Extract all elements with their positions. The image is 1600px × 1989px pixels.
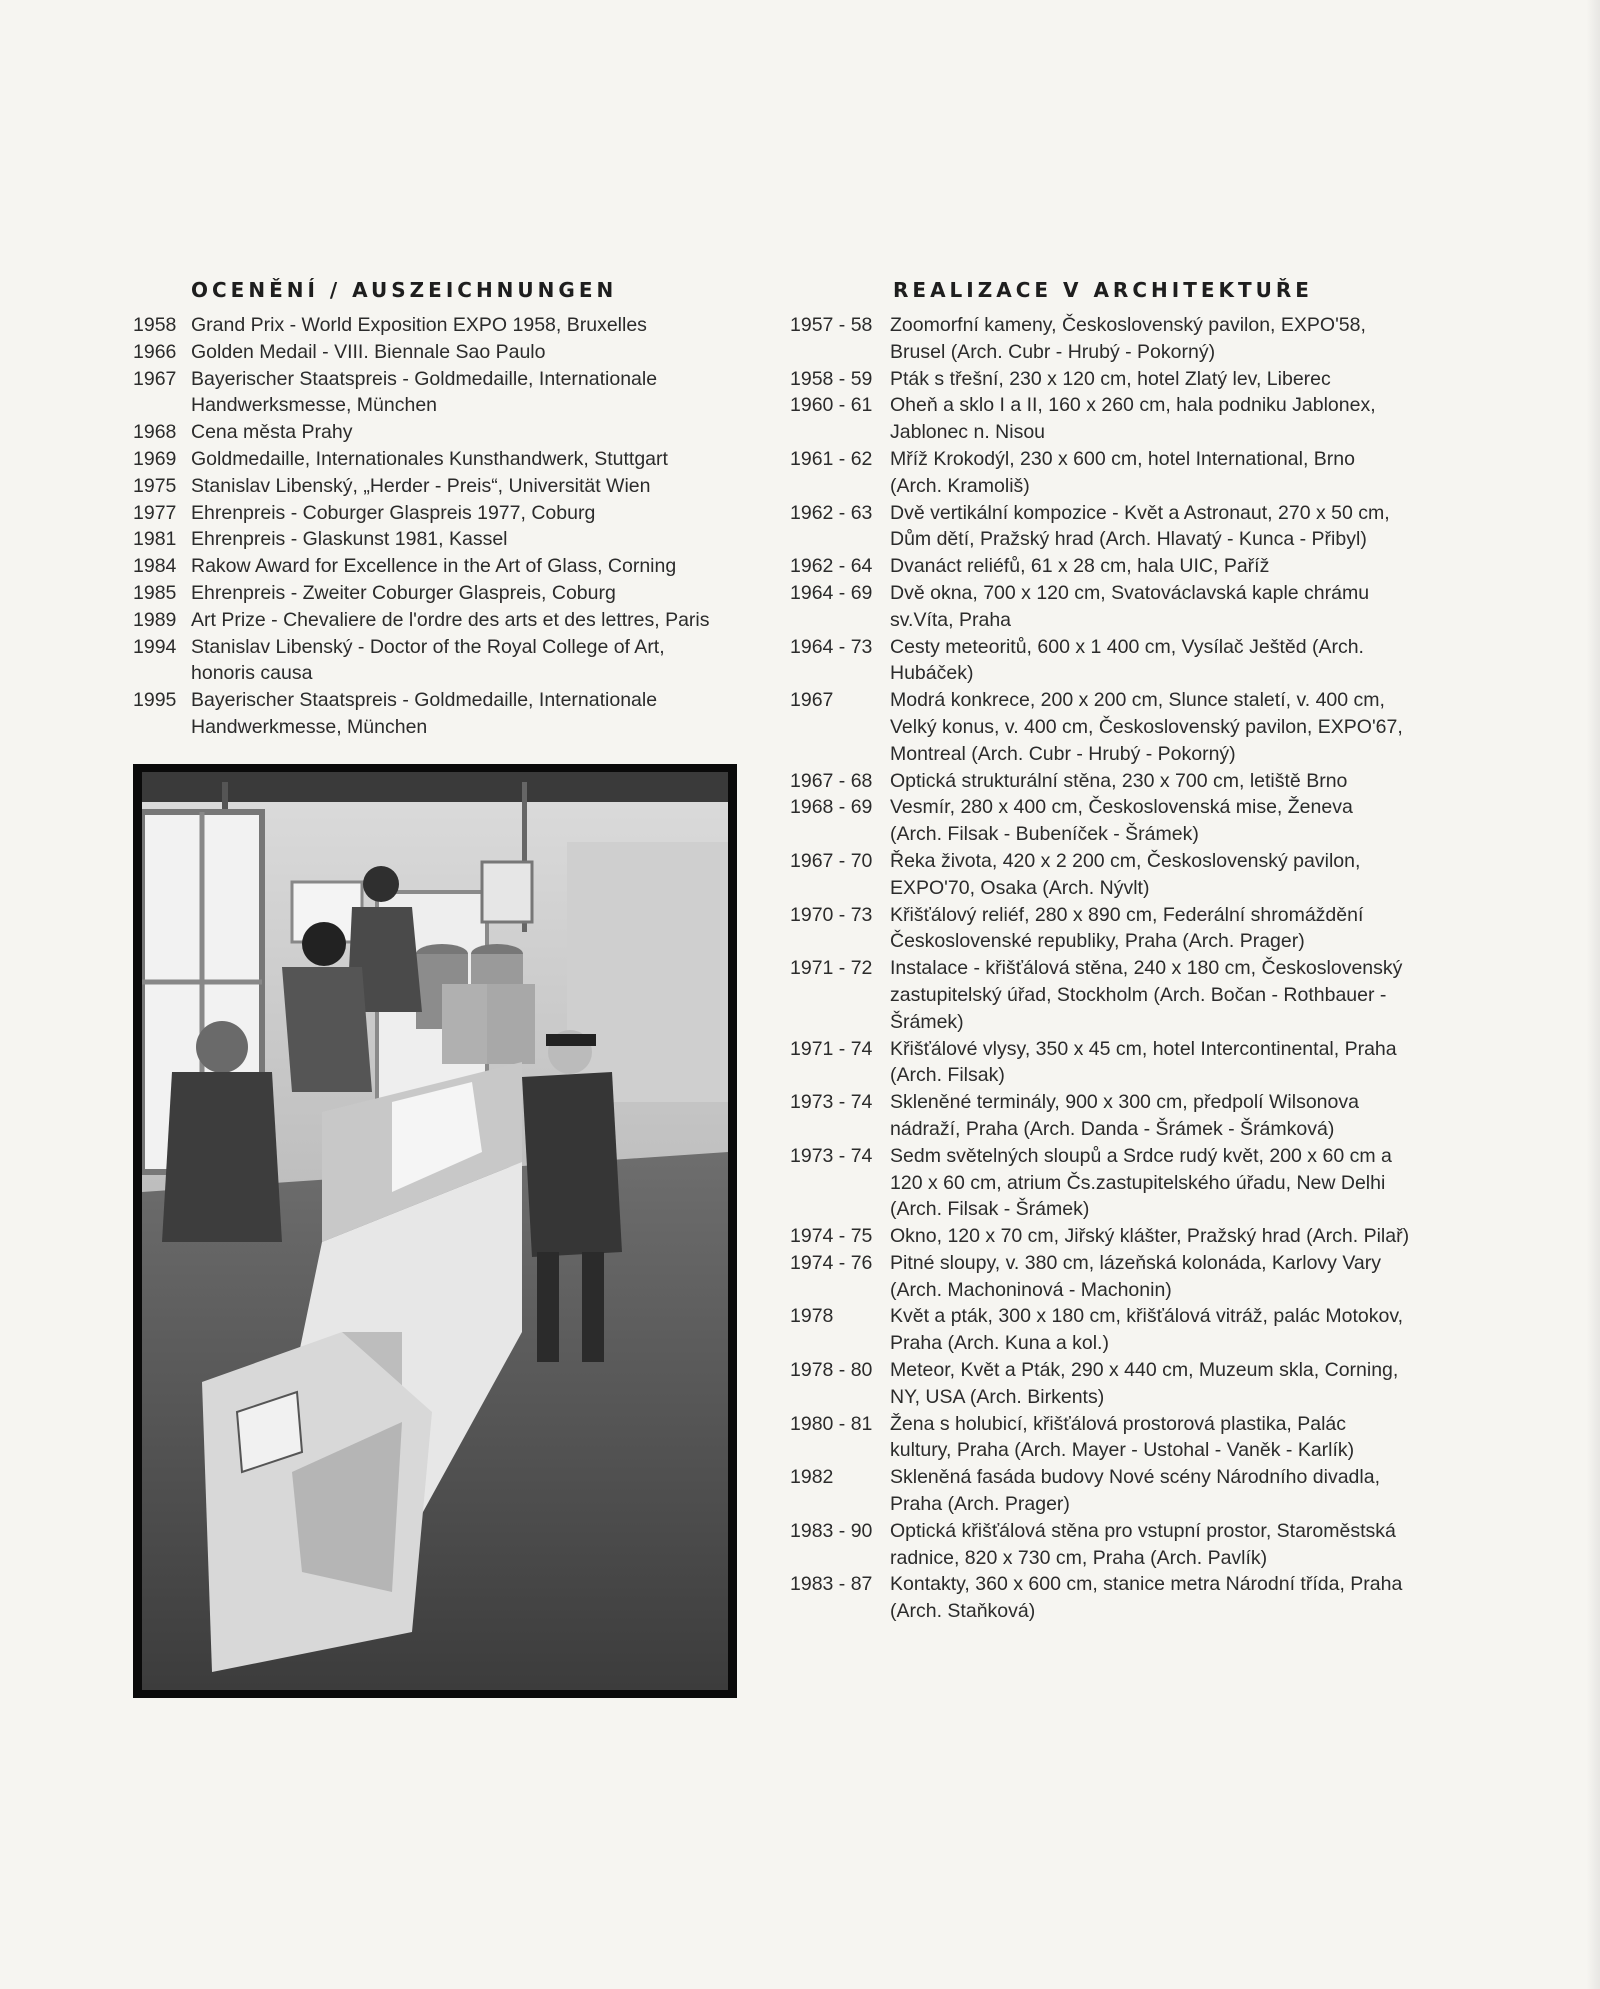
architecture-heading: REALIZACE V ARCHITEKTUŘE [893,278,1313,302]
realization-year: 1960 - 61 [790,394,873,417]
realization-entry [790,312,1410,366]
award-entry [133,553,733,580]
realization-text: Modrá konkrece, 200 x 200 cm, Slunce staletí, v. 400 cm, Velký konus, v. 400 cm, Československý pavilon, EXPO'67, Montreal (Arch. Cubr - Hrubý - Pokorný) [890,689,1403,765]
realization-text: Kontakty, 360 x 600 cm, stanice metra Národní třída, Praha (Arch. Staňková) [890,1573,1403,1623]
award-entry [133,687,733,741]
realization-year: 1967 - 70 [790,849,873,872]
realization-entry [790,902,1410,956]
award-entry [133,526,733,553]
realization-year: 1978 [790,1305,834,1328]
award-text: Ehrenpreis - Glaskunst 1981, Kassel [191,528,508,551]
realization-text: Optická křišťálová stěna pro vstupní prostor, Staroměstská radnice, 820 x 730 cm, Praha (Arch. Pavlík) [890,1519,1396,1569]
award-entry [133,580,733,607]
award-entry [133,446,733,473]
realization-entry [790,1357,1410,1411]
realization-text: Křišťálové vlysy, 350 x 45 cm, hotel Intercontinental, Praha (Arch. Filsak) [890,1037,1397,1087]
realization-text: Oheň a sklo I a II, 160 x 260 cm, hala podniku Jablonex, Jablonec n. Nisou [890,394,1376,444]
award-year: 1975 [133,474,177,497]
award-text: Bayerischer Staatspreis - Goldmedaille, Internationale Handwerkmesse, München [191,689,658,738]
realization-entry [790,553,1410,580]
realization-year: 1957 - 58 [790,314,873,336]
realization-entry [790,955,1410,1035]
realization-year: 1967 - 68 [790,769,873,792]
realization-entry [790,500,1410,554]
realization-year: 1973 - 74 [790,1144,873,1167]
realization-entry [790,768,1410,795]
award-year: 1969 [133,447,177,470]
award-year: 1967 [133,367,177,390]
award-year: 1977 [133,501,177,524]
realization-year: 1978 - 80 [790,1359,873,1382]
award-entry [133,473,733,500]
realization-text: Skleněná fasáda budovy Nové scény Národního divadla, Praha (Arch. Prager) [890,1466,1380,1516]
award-text: Cena města Prahy [191,421,353,444]
realization-text: Skleněné terminály, 900 x 300 cm, předpolí Wilsonova nádraží, Praha (Arch. Danda - Šrámek - Šrámková) [890,1091,1359,1140]
award-text: Bayerischer Staatspreis - Goldmedaille, Internationale Handwerksmesse, München [191,367,658,417]
award-entry [133,312,733,339]
award-entry [133,419,733,446]
award-entry [133,634,733,688]
realization-text: Květ a pták, 300 x 180 cm, křišťálová vitráž, palác Motokov, Praha (Arch. Kuna a kol.) [890,1305,1404,1355]
realization-entry [790,794,1410,848]
realization-year: 1962 - 64 [790,555,873,578]
architecture-list [790,312,1410,1625]
realization-entry [790,1143,1410,1223]
realization-year: 1974 - 76 [790,1251,873,1274]
realization-text: Žena s holubicí, křišťálová prostorová plastika, Palác kultury, Praha (Arch. Mayer - Ustohal - Vaněk - Karlík) [890,1412,1355,1462]
realization-entry [790,1518,1410,1572]
award-entry [133,500,733,527]
award-year: 1994 [133,635,177,658]
awards-heading: OCENĚNÍ / AUSZEICHNUNGEN [191,278,618,302]
realization-text: Instalace - křišťálová stěna, 240 x 180 cm, Československý zastupitelský úřad, Stockholm (Arch. Bočan - Rothbauer - Šrámek) [890,957,1403,1033]
realization-year: 1983 - 90 [790,1519,873,1542]
realization-entry [790,1303,1410,1357]
realization-year: 1983 - 87 [790,1573,873,1596]
realization-entry [790,634,1410,688]
realization-year: 1964 - 69 [790,581,873,604]
award-text: Goldmedaille, Internationales Kunsthandwerk, Stuttgart [191,447,668,470]
award-year: 1985 [133,581,177,604]
realization-year: 1961 - 62 [790,447,873,470]
realization-entry [790,1411,1410,1465]
realization-text: Dvanáct reliéfů, 61 x 28 cm, hala UIC, Paříž [890,555,1270,578]
awards-list [133,312,733,741]
realization-text: Meteor, Květ a Pták, 290 x 440 cm, Muzeum skla, Corning, NY, USA (Arch. Birkents) [890,1359,1399,1408]
award-text: Rakow Award for Excellence in the Art of Glass, Corning [191,555,677,578]
award-text: Art Prize - Chevaliere de l'ordre des arts et des lettres, Paris [191,608,710,631]
realization-entry [790,1223,1410,1250]
realization-text: Vesmír, 280 x 400 cm, Československá mise, Ženeva (Arch. Filsak - Bubeníček - Šrámek) [890,796,1353,846]
studio-photo-illustration [142,772,728,1690]
realization-year: 1980 - 81 [790,1412,873,1435]
realization-year: 1968 - 69 [790,796,873,819]
award-year: 1995 [133,689,177,712]
realization-entry [790,848,1410,902]
award-year: 1966 [133,340,177,363]
award-year: 1981 [133,528,177,551]
page-edge-shadow [1586,0,1600,1989]
realization-year: 1973 - 74 [790,1091,873,1114]
realization-year: 1967 [790,689,834,712]
award-entry [133,366,733,420]
realization-text: Optická strukturální stěna, 230 x 700 cm, letiště Brno [890,769,1348,792]
realization-entry [790,1036,1410,1090]
realization-text: Křišťálový reliéf, 280 x 890 cm, Federální shromáždění Československé republiky, Praha (Arch. Prager) [890,903,1364,953]
realization-year: 1958 - 59 [790,367,873,390]
realization-text: Mříž Krokodýl, 230 x 600 cm, hotel International, Brno (Arch. Kramoliš) [890,447,1355,497]
realization-entry [790,1250,1410,1304]
realization-text: Sedm světelných sloupů a Srdce rudý květ, 200 x 60 cm a 120 x 60 cm, atrium Čs.zastupitelského úřadu, New Delhi (Arch. Filsak - Šrámek) [890,1144,1392,1221]
realization-entry [790,366,1410,393]
studio-photograph [133,764,737,1698]
award-year: 1958 [133,314,177,336]
award-text: Stanislav Libenský, „Herder - Preis“, Universität Wien [191,474,651,497]
realization-year: 1971 - 74 [790,1037,873,1060]
award-entry [133,339,733,366]
realization-text: Dvě vertikální kompozice - Květ a Astronaut, 270 x 50 cm, Dům dětí, Pražský hrad (Arch. Hlavatý - Kunca - Přibyl) [890,501,1390,551]
realization-year: 1982 [790,1466,834,1489]
realization-text: Cesty meteoritů, 600 x 1 400 cm, Vysílač Ještěd (Arch. Hubáček) [890,635,1364,685]
award-text: Ehrenpreis - Coburger Glaspreis 1977, Coburg [191,501,596,524]
realization-text: Pitné sloupy, v. 380 cm, lázeňská kolonáda, Karlovy Vary (Arch. Machoninová - Machonin) [890,1251,1381,1301]
realization-entry [790,392,1410,446]
award-year: 1984 [133,555,177,578]
realization-text: Pták s třešní, 230 x 120 cm, hotel Zlatý lev, Liberec [890,367,1331,390]
realization-text: Řeka života, 420 x 2 200 cm, Československý pavilon, EXPO'70, Osaka (Arch. Nývlt) [890,849,1361,899]
award-text: Grand Prix - World Exposition EXPO 1958, Bruxelles [191,314,647,336]
realization-text: Dvě okna, 700 x 120 cm, Svatováclavská kaple chrámu sv.Víta, Praha [890,581,1370,631]
realization-text: Zoomorfní kameny, Československý pavilon, EXPO'58, Brusel (Arch. Cubr - Hrubý - Pokorný) [890,314,1366,363]
realization-year: 1971 - 72 [790,957,873,980]
realization-year: 1962 - 63 [790,501,873,524]
award-text: Stanislav Libenský - Doctor of the Royal College of Art, honoris causa [191,635,665,685]
award-text: Ehrenpreis - Zweiter Coburger Glaspreis, Coburg [191,581,616,604]
realization-entry [790,446,1410,500]
realization-entry [790,1571,1410,1625]
award-year: 1968 [133,421,177,444]
realization-text: Okno, 120 x 70 cm, Jiřský klášter, Pražský hrad (Arch. Pilař) [890,1225,1410,1248]
award-text: Golden Medail - VIII. Biennale Sao Paulo [191,340,546,363]
award-year: 1989 [133,608,177,631]
realization-year: 1964 - 73 [790,635,873,658]
realization-year: 1970 - 73 [790,903,873,926]
realization-entry [790,1089,1410,1143]
realization-entry [790,580,1410,634]
award-entry [133,607,733,634]
realization-year: 1974 - 75 [790,1225,873,1248]
realization-entry [790,1464,1410,1518]
realization-entry [790,687,1410,767]
